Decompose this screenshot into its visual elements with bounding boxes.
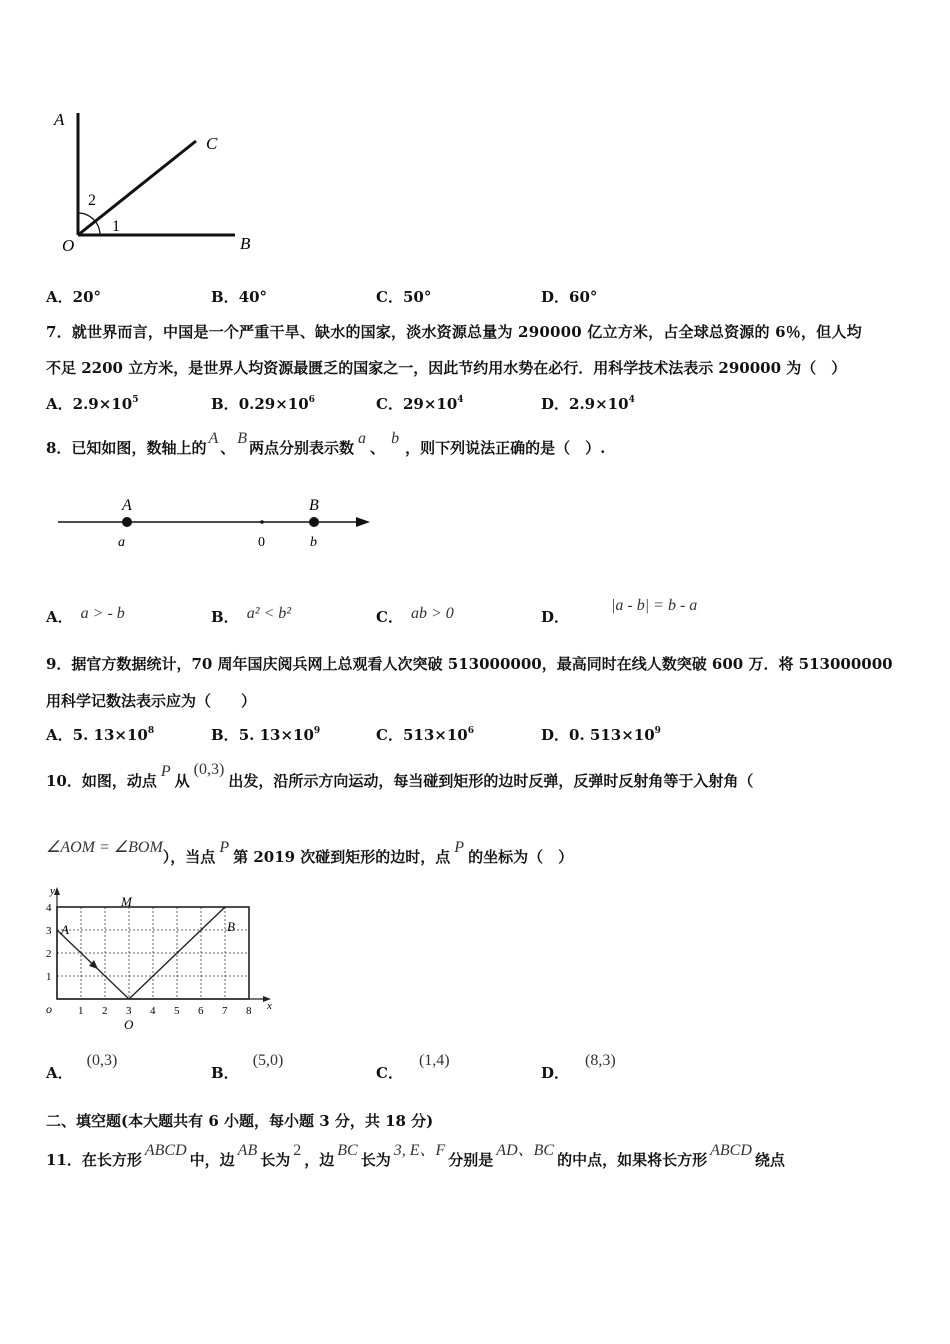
point-b: [309, 517, 319, 527]
q10-stem-line2: ∠AOM = ∠BOM），当点P第 2019 次碰到矩形的边时，点P的坐标为（ ）: [46, 839, 574, 866]
svg-text:o: o: [46, 1002, 52, 1016]
q7-line1: 7．就世界而言，中国是一个严重干旱、缺水的国家，淡水资源总量为 290000 亿立方米，占全球总资源的 6％，但人均: [46, 323, 862, 341]
q10-stem-line1: 10．如图，动点P从(0,3)出发，沿所示方向运动，每当碰到矩形的边时反弹，反弹时反射角等于入射角（: [46, 761, 754, 790]
svg-text:B: B: [227, 919, 235, 934]
svg-text:4: 4: [46, 902, 52, 914]
svg-text:A: A: [61, 922, 69, 937]
q9-option-c: C．$513\times 10^6$: [376, 726, 474, 744]
q6-option-b: B．40°: [211, 288, 268, 306]
q8-stem: 8．已知如图，数轴上的A、B两点分别表示数a、b，则下列说法正确的是（ ）.: [46, 430, 606, 457]
svg-text:2: 2: [102, 1005, 108, 1017]
svg-text:y: y: [50, 885, 55, 897]
label-o: O: [62, 236, 75, 255]
q6-option-d: D．60°: [541, 288, 598, 306]
point-zero: [260, 520, 264, 524]
q9-line2: 用科学记数法表示应为（ ）: [46, 692, 257, 710]
q7-option-b: B．$0.29\times 10^6$: [211, 395, 315, 413]
q8-option-c: C． ab > 0: [376, 605, 454, 626]
q10-option-d: D．(8,3): [541, 1052, 616, 1082]
svg-text:0: 0: [258, 535, 265, 550]
section-title: 二、填空题(本大题共有 6 小题，每小题 3 分，共 18 分): [46, 1112, 434, 1130]
ray-oc: [78, 141, 196, 235]
point-a: [122, 517, 132, 527]
svg-text:O: O: [124, 1017, 134, 1032]
q7-line2: 不足 2200 立方米，是世界人均资源最匮乏的国家之一，因此节约用水势在必行．用科学技术法表示 290000 为（ ）: [46, 359, 847, 377]
svg-text:6: 6: [198, 1005, 204, 1017]
q8-option-a: A． a > - b: [46, 605, 125, 626]
q10-option-c: C．(1,4): [376, 1052, 450, 1082]
q9-line1: 9．据官方数据统计，70 周年国庆阅兵网上总观看人次突破 513000000，最高同时在线人数突破 600 万．将 513000000: [46, 655, 893, 673]
svg-text:4: 4: [150, 1005, 156, 1017]
svg-text:7: 7: [222, 1005, 228, 1017]
q8-option-d: D．|a - b| = b - a: [541, 597, 698, 626]
label-c: C: [206, 134, 218, 153]
label-a: A: [54, 110, 65, 129]
svg-text:1: 1: [46, 971, 52, 983]
svg-text:B: B: [309, 497, 319, 514]
q10-option-a: A．(0,3): [46, 1052, 118, 1082]
svg-text:3: 3: [46, 925, 52, 937]
grid-figure: [40, 884, 280, 1034]
svg-text:1: 1: [78, 1005, 84, 1017]
number-line: [50, 490, 380, 560]
q6-option-c: C．50°: [376, 288, 432, 306]
q6-option-a: A．20°: [46, 288, 102, 306]
svg-text:M: M: [121, 894, 132, 909]
label-angle1: 1: [112, 218, 120, 235]
svg-text:a: a: [118, 535, 125, 550]
q9-option-b: B．5. $13\times 10^9$: [211, 726, 321, 744]
svg-text:x: x: [267, 1000, 272, 1012]
q9-option-a: A．5. $13\times 10^8$: [46, 726, 155, 744]
svg-text:2: 2: [46, 948, 52, 960]
q7-option-d: D．$2.9\times 10^4$: [541, 395, 635, 413]
label-angle2: 2: [88, 192, 96, 209]
label-b: B: [240, 234, 251, 253]
q7-option-a: A．$2.9\times 10^5$: [46, 395, 139, 413]
svg-text:3: 3: [126, 1005, 132, 1017]
q10-option-b: B．(5,0): [211, 1052, 284, 1082]
svg-text:8: 8: [246, 1005, 252, 1017]
svg-text:A: A: [122, 497, 132, 514]
q9-option-d: D．0. $513\times 10^9$: [541, 726, 661, 744]
svg-text:b: b: [310, 535, 317, 550]
q11-stem: 11．在长方形ABCD中，边AB长为2，边BC长为3, E、F分别是AD、BC的中点，如果将长方形ABCD绕点: [46, 1142, 785, 1169]
angle-figure: [50, 105, 270, 265]
q7-option-c: C．$29\times 10^4$: [376, 395, 464, 413]
svg-text:5: 5: [174, 1005, 180, 1017]
q8-option-b: B． a² < b²: [211, 605, 292, 626]
